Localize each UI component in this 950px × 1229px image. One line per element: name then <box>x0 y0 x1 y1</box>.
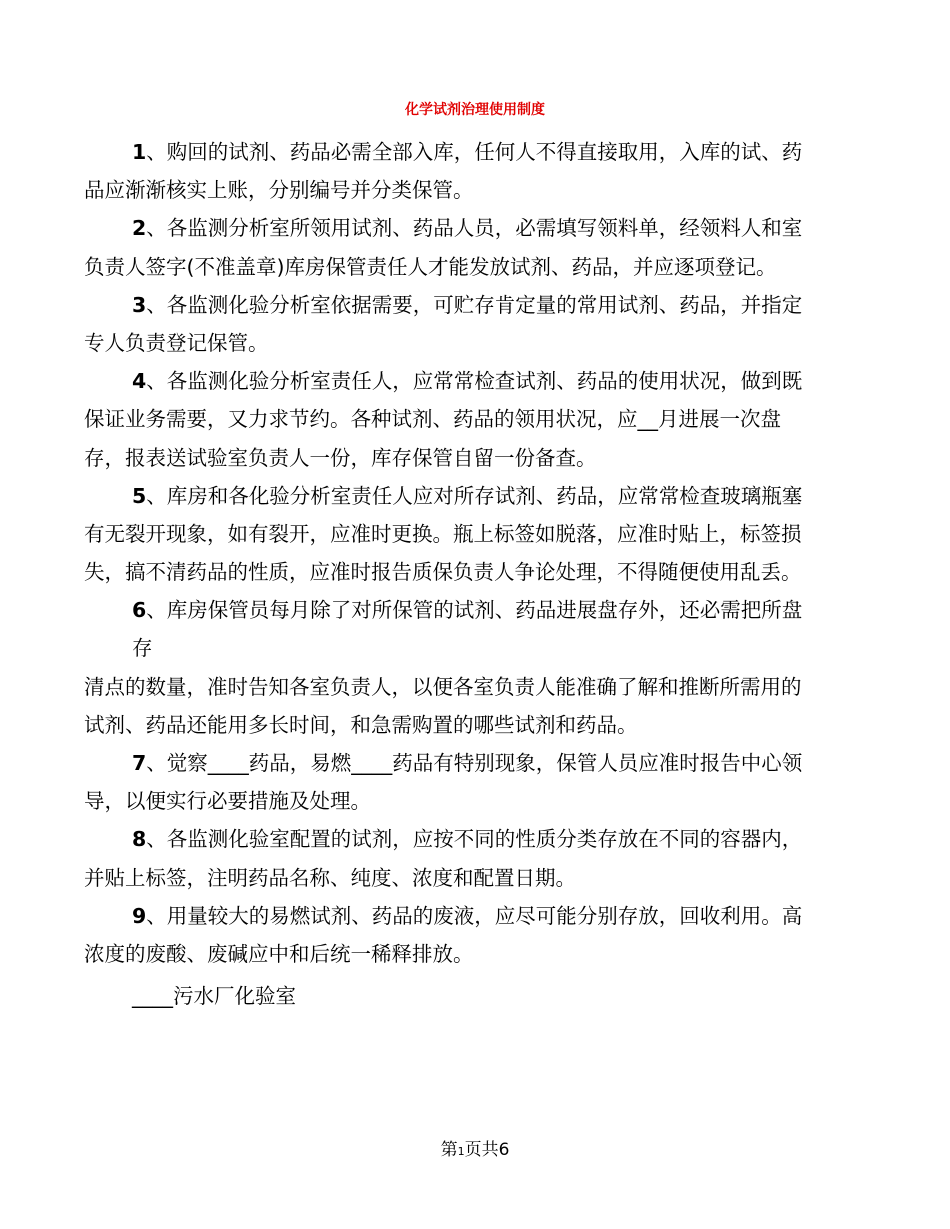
line-text: 失，搞不清药品的性质，应准时报告质保负责人争论处理，不得随便使用乱丢。 <box>84 560 802 585</box>
paragraph-line <box>84 400 854 438</box>
line-text: 、库房保管员每月除了对所保管的试剂、药品进展盘存外，还必需把所盘 <box>146 598 803 623</box>
paragraph-line <box>84 209 854 247</box>
paragraph-number: 5 <box>132 483 147 508</box>
line-text: 品应渐渐核实上账，分别编号并分类保管。 <box>84 178 474 203</box>
line-text: 存，报表送试验室负责人一份，库存保管自留一份备查。 <box>84 445 597 470</box>
paragraph-line <box>84 248 854 286</box>
paragraph-line <box>84 897 854 935</box>
paragraph-number: 7 <box>132 751 147 775</box>
line-text: 、各监测化验室配置的试剂，应按不同的性质分类存放在不同的容器内， <box>146 827 803 852</box>
paragraph-8 <box>84 820 854 896</box>
paragraph-line <box>84 477 854 515</box>
line-text: 保证业务需要，又力求节约。各种试剂、药品的领用状况，应__月进展一次盘 <box>84 407 781 432</box>
paragraph-line <box>84 171 854 209</box>
signature: ____污水厂化验室 <box>132 984 296 1009</box>
paragraph-2 <box>84 209 854 285</box>
line-text: 浓度的废酸、废碱应中和后统一稀释排放。 <box>84 941 474 966</box>
paragraph-line <box>84 362 854 400</box>
paragraph-number: 1 <box>132 140 147 164</box>
line-text: 导，以便实行必要措施及处理。 <box>84 789 371 814</box>
line-text: 、各监测分析室所领用试剂、药品人员，必需填写领料单，经领料人和室 <box>146 216 803 241</box>
paragraph-line <box>84 820 854 858</box>
paragraph-line <box>84 935 854 973</box>
paragraph-number: 9 <box>132 903 147 928</box>
line-text: 试剂、药品还能用多长时间，和急需购置的哪些试剂和药品。 <box>84 712 638 737</box>
paragraph-line <box>84 553 854 591</box>
paragraph-line <box>84 591 854 629</box>
line-text: 、各监测化验分析室依据需要，可贮存肯定量的常用试剂、药品，并指定 <box>146 292 803 317</box>
footer-page-number: 1 <box>457 1145 465 1158</box>
paragraph-9 <box>84 897 854 973</box>
paragraph-line <box>84 439 854 477</box>
paragraph-number: 6 <box>132 598 147 623</box>
line-text: 清点的数量，准时告知各室负责人，以便各室负责人能准确了解和推断所需用的 <box>84 674 802 699</box>
paragraph-number: 8 <box>132 827 147 852</box>
line-text: 、各监测化验分析室责任人，应常常检查试剂、药品的使用状况，做到既 <box>146 369 803 394</box>
paragraph-number: 2 <box>132 216 147 241</box>
document-body <box>84 133 854 1015</box>
paragraph-4 <box>84 362 854 477</box>
line-text: 有无裂开现象，如有裂开，应准时更换。瓶上标签如脱落，应准时贴上，标签损 <box>84 521 802 546</box>
paragraph-line <box>84 744 854 782</box>
paragraph-line <box>84 133 854 171</box>
line-text: 存 <box>132 636 153 661</box>
line-text: 、觉察____药品，易燃____药品有特别现象，保管人员应准时报告中心领 <box>146 751 803 775</box>
paragraph-number: 4 <box>132 369 147 394</box>
line-text: 、用量较大的易燃试剂、药品的废液，应尽可能分别存放，回收利用。高 <box>146 903 803 928</box>
line-text: 负责人签字(不准盖章)库房保管责任人才能发放试剂、药品，并应逐项登记。 <box>84 254 777 279</box>
line-text: 、库房和各化验分析室责任人应对所存试剂、药品，应常常检查玻璃瓶塞 <box>146 483 803 508</box>
page-footer <box>0 1135 950 1160</box>
footer-prefix: 第 <box>440 1140 458 1160</box>
paragraph-line <box>84 706 854 744</box>
line-text: 专人负责登记保管。 <box>84 330 269 355</box>
paragraph-6 <box>84 591 854 744</box>
paragraph-1 <box>84 133 854 209</box>
paragraph-line <box>84 629 854 667</box>
paragraph-line <box>84 286 854 324</box>
paragraph-line <box>84 782 854 820</box>
line-text: 、购回的试剂、药品必需全部入库，任何人不得直接取用，入库的试、药 <box>146 140 803 164</box>
document-title: 化学试剂治理使用制度 <box>405 102 545 118</box>
footer-total-pages: 6 <box>498 1140 510 1160</box>
paragraph-line <box>84 324 854 362</box>
footer-middle: 页共 <box>464 1140 499 1160</box>
paragraph-line <box>84 515 854 553</box>
paragraph-line <box>84 859 854 897</box>
line-text: 并贴上标签，注明药品名称、纯度、浓度和配置日期。 <box>84 865 576 890</box>
paragraph-3 <box>84 286 854 362</box>
paragraph-5 <box>84 477 854 592</box>
paragraph-line <box>84 668 854 706</box>
paragraph-number: 3 <box>132 292 147 317</box>
paragraph-7 <box>84 744 854 820</box>
